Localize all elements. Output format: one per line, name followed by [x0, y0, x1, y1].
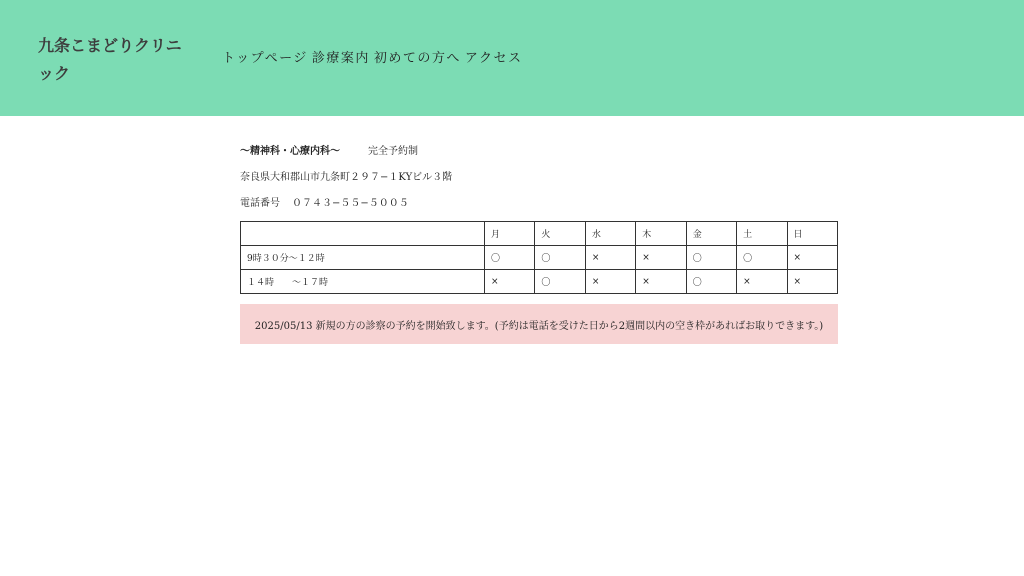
availability-cell: ×	[585, 246, 635, 270]
schedule-header-row	[241, 222, 838, 246]
time-slot-cell: 9時３０分〜１２時	[241, 246, 485, 270]
availability-cell: ×	[636, 246, 686, 270]
main-content	[240, 140, 838, 344]
address-line: 奈良県大和郡山市九条町２９７−１KYビル３階	[240, 172, 453, 183]
notice-text: 2025/05/13 新規の方の診察の予約を開始致します。(予約は電話を受けた日から2週間以内の空き枠があればお取りできます。)	[254, 320, 824, 332]
availability-cell: ×	[787, 246, 837, 270]
availability-cell: ×	[737, 270, 787, 294]
site-title[interactable]: 九条こまどりクリニック	[38, 36, 182, 83]
availability-cell: 〇	[737, 246, 787, 270]
availability-cell: 〇	[485, 246, 535, 270]
notice-banner	[240, 304, 838, 344]
phone-line	[240, 192, 838, 218]
nav-first-visit[interactable]: 初めての方へ	[373, 51, 461, 66]
site-header	[0, 0, 1024, 116]
department-line	[240, 140, 838, 166]
day-header: 月	[485, 222, 535, 246]
phone-number: ０７４３−５５−５００５	[292, 198, 409, 209]
availability-cell: 〇	[535, 246, 585, 270]
time-slot-cell: １４時 〜１７時	[241, 270, 485, 294]
nav-medical-info[interactable]: 診療案内	[311, 51, 370, 66]
availability-cell: ×	[585, 270, 635, 294]
schedule-corner-cell	[241, 222, 485, 246]
reservation-label: 完全予約制	[368, 146, 418, 157]
day-header: 金	[686, 222, 736, 246]
day-header: 土	[737, 222, 787, 246]
day-header: 火	[535, 222, 585, 246]
department-label: 〜精神科・心療内科〜	[240, 146, 340, 157]
table-row	[241, 270, 838, 294]
availability-cell: ×	[485, 270, 535, 294]
day-header: 木	[636, 222, 686, 246]
nav-top[interactable]: トップページ	[222, 51, 308, 66]
day-header: 日	[787, 222, 837, 246]
table-row	[241, 246, 838, 270]
main-nav	[222, 47, 523, 66]
day-header: 水	[585, 222, 635, 246]
schedule-table	[240, 221, 838, 294]
availability-cell: 〇	[686, 270, 736, 294]
nav-access[interactable]: アクセス	[464, 51, 523, 66]
availability-cell: ×	[787, 270, 837, 294]
phone-label: 電話番号	[240, 198, 280, 209]
availability-cell: 〇	[686, 246, 736, 270]
availability-cell: 〇	[535, 270, 585, 294]
availability-cell: ×	[636, 270, 686, 294]
